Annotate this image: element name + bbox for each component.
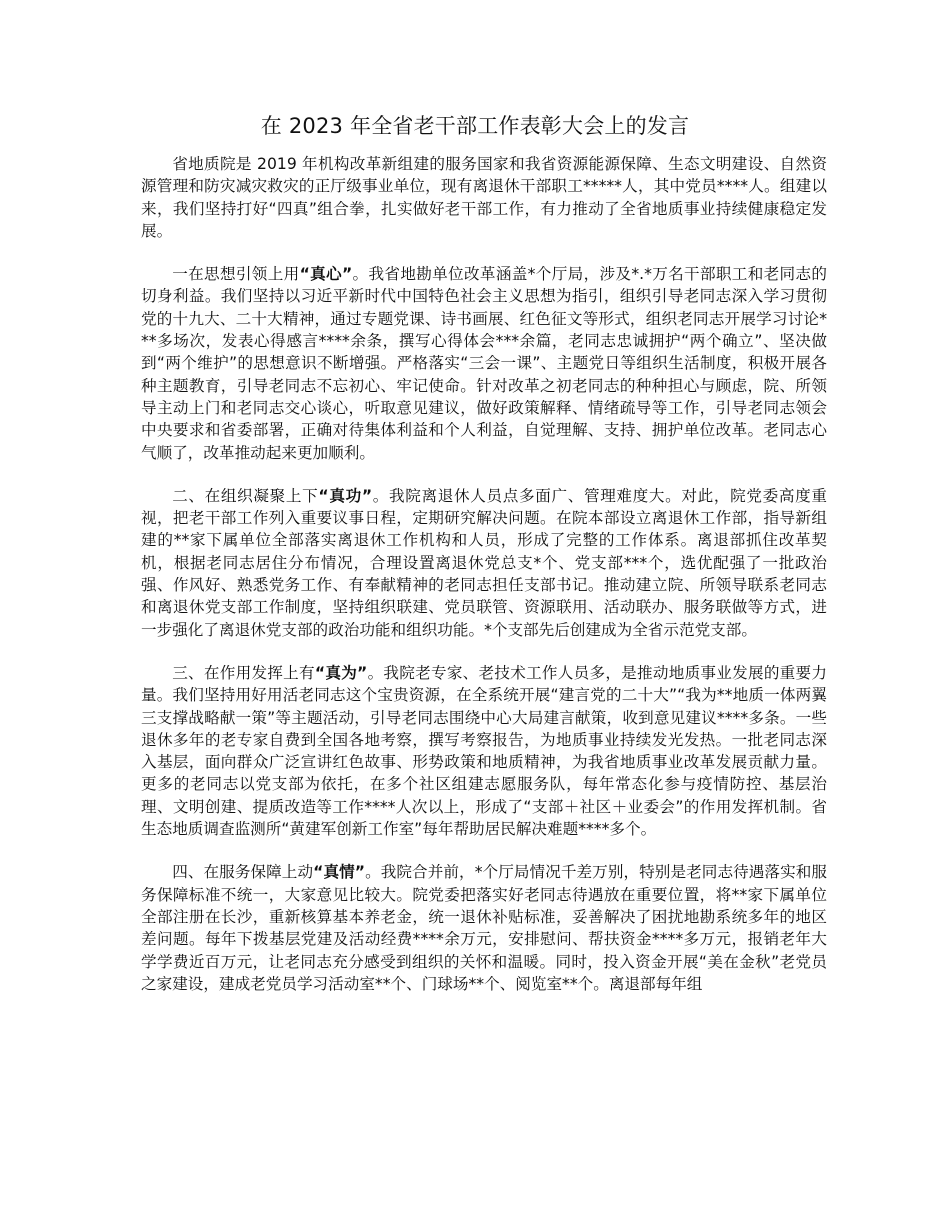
paragraph-keyword: “真心”: [299, 265, 353, 284]
paragraph-text: 。我院离退休人员点多面广、管理难度大。对此，院党委高度重视，把老干部工作列入重要议事日程，定期研究解决问题。在院本部设立离退休工作部，指导新组建的**家下属单位全部落实离退休工作机构和人员，形成了完整的工作体系。离退部抓住改革契机，根据老同志居住分布情况，合理设置离退休党总支*个、党支部***个，选优配强了一批政治强、作风好、熟悉党务工作、有奉献精神的老同志担任支部书记。推动建立院、所领导联系老同志和离退休党支部工作制度，坚持组织联建、党员联管、资源联用、活动联办、服务联做等方式，进一步强化了离退休党支部的政治功能和组织功能。*个支部先后创建成为全省示范党支部。: [141, 486, 827, 639]
document-title: 在 2023 年全省老干部工作表彰大会上的发言: [260, 114, 690, 138]
paragraph-text: 。我院老专家、老技术工作人员多，是推动地质事业发展的重要力量。我们坚持用好用活老同志这个宝贵资源，在全系统开展“建言党的二十大”“我为**地质一体两翼三支撑战略献一策”等主题活动，引导老同志围绕中心大局建言献策，收到意见建议****多条。一些退休多年的老专家自费到全国各地考察，撰写考察报告，为地质事业持续发光发热。一批老同志深入基层，面向群众广泛宣讲红色故事、形势政策和地质精神，为我省地质事业改革发展贡献力量。更多的老同志以党支部为依托，在多个社区组建志愿服务队，每年常态化参与疫情防控、基层治理、文明创建、提质改造等工作****人次以上，形成了“支部＋社区＋业委会”的作用发挥机制。省生态地质调查监测所“黄建军创新工作室”每年帮助居民解决难题****多个。: [141, 663, 827, 839]
paragraph-heading: 四、在服务保障上动: [172, 863, 314, 882]
paragraph-heading: 三、在作用发挥上有: [172, 663, 315, 682]
paragraph-keyword: “真为”: [314, 663, 368, 682]
paragraph-section-1: [141, 263, 827, 464]
paragraph-heading: 一在思想引领上用: [172, 265, 300, 284]
paragraph-text: 。我院合并前，*个厅局情况千差万别，特别是老同志待遇落实和服务保障标准不统一，大家意见比较大。院党委把落实好老同志待遇放在重要位置，将**家下属单位全部注册在长沙，重新核算基本养老金，统一退休补贴标准，妥善解决了困扰地勘系统多年的地区差问题。每年下拨基层党建及活动经费****余万元，安排慰问、帮扶资金****多万元，报销老年大学学费近百万元，让老同志充分感受到组织的关怀和温暖。同时，投入资金开展“美在金秋”老党员之家建设，建成老党员学习活动室**个、门球场**个、阅览室**个。离退部每年组: [141, 863, 827, 993]
paragraph-text: 。我省地勘单位改革涵盖*个厅局，涉及*.*万名干部职工和老同志的切身利益。我们坚持以习近平新时代中国特色社会主义思想为指引，组织引导老同志深入学习贯彻党的十九大、二十大精神，通过专题党课、诗书画展、红色征文等形式，组织老同志开展学习讨论***多场次，发表心得感言****余条，撰写心得体会***余篇，老同志忠诚拥护“两个确立”、坚决做到“两个维护”的思想意识不断增强。严格落实“三会一课”、主题党日等组织生活制度，积极开展各种主题教育，引导老同志不忘初心、牢记使命。针对改革之初老同志的种种担心与顾虑，院、所领导主动上门和老同志交心谈心，听取意见建议，做好政策解释、情绪疏导等工作，引导老同志领会中央要求和省委部署，正确对待集体利益和个人利益，自觉理解、支持、拥护单位改革。老同志心气顺了，改革推动起来更加顺利。: [141, 265, 827, 462]
paragraph-section-4: [141, 861, 827, 995]
paragraph-section-3: [141, 662, 827, 840]
paragraph-keyword: “真功”: [318, 486, 373, 505]
paragraph-section-2: [141, 485, 827, 641]
paragraph-intro: [141, 153, 827, 242]
paragraph-text: 省地质院是 2019 年机构改革新组建的服务国家和我省资源能源保障、生态文明建设、自然资源管理和防灾减灾救灾的正厅级事业单位，现有离退休干部职工*****人，其中党员****人。组建以来，我们坚持打好“四真”组合拳，扎实做好老干部工作，有力推动了全省地质事业持续健康稳定发展。: [141, 155, 827, 240]
paragraph-keyword: “真情”: [313, 863, 366, 882]
document-body: [141, 153, 827, 1016]
paragraph-heading: 二、在组织凝聚上下: [172, 486, 319, 505]
